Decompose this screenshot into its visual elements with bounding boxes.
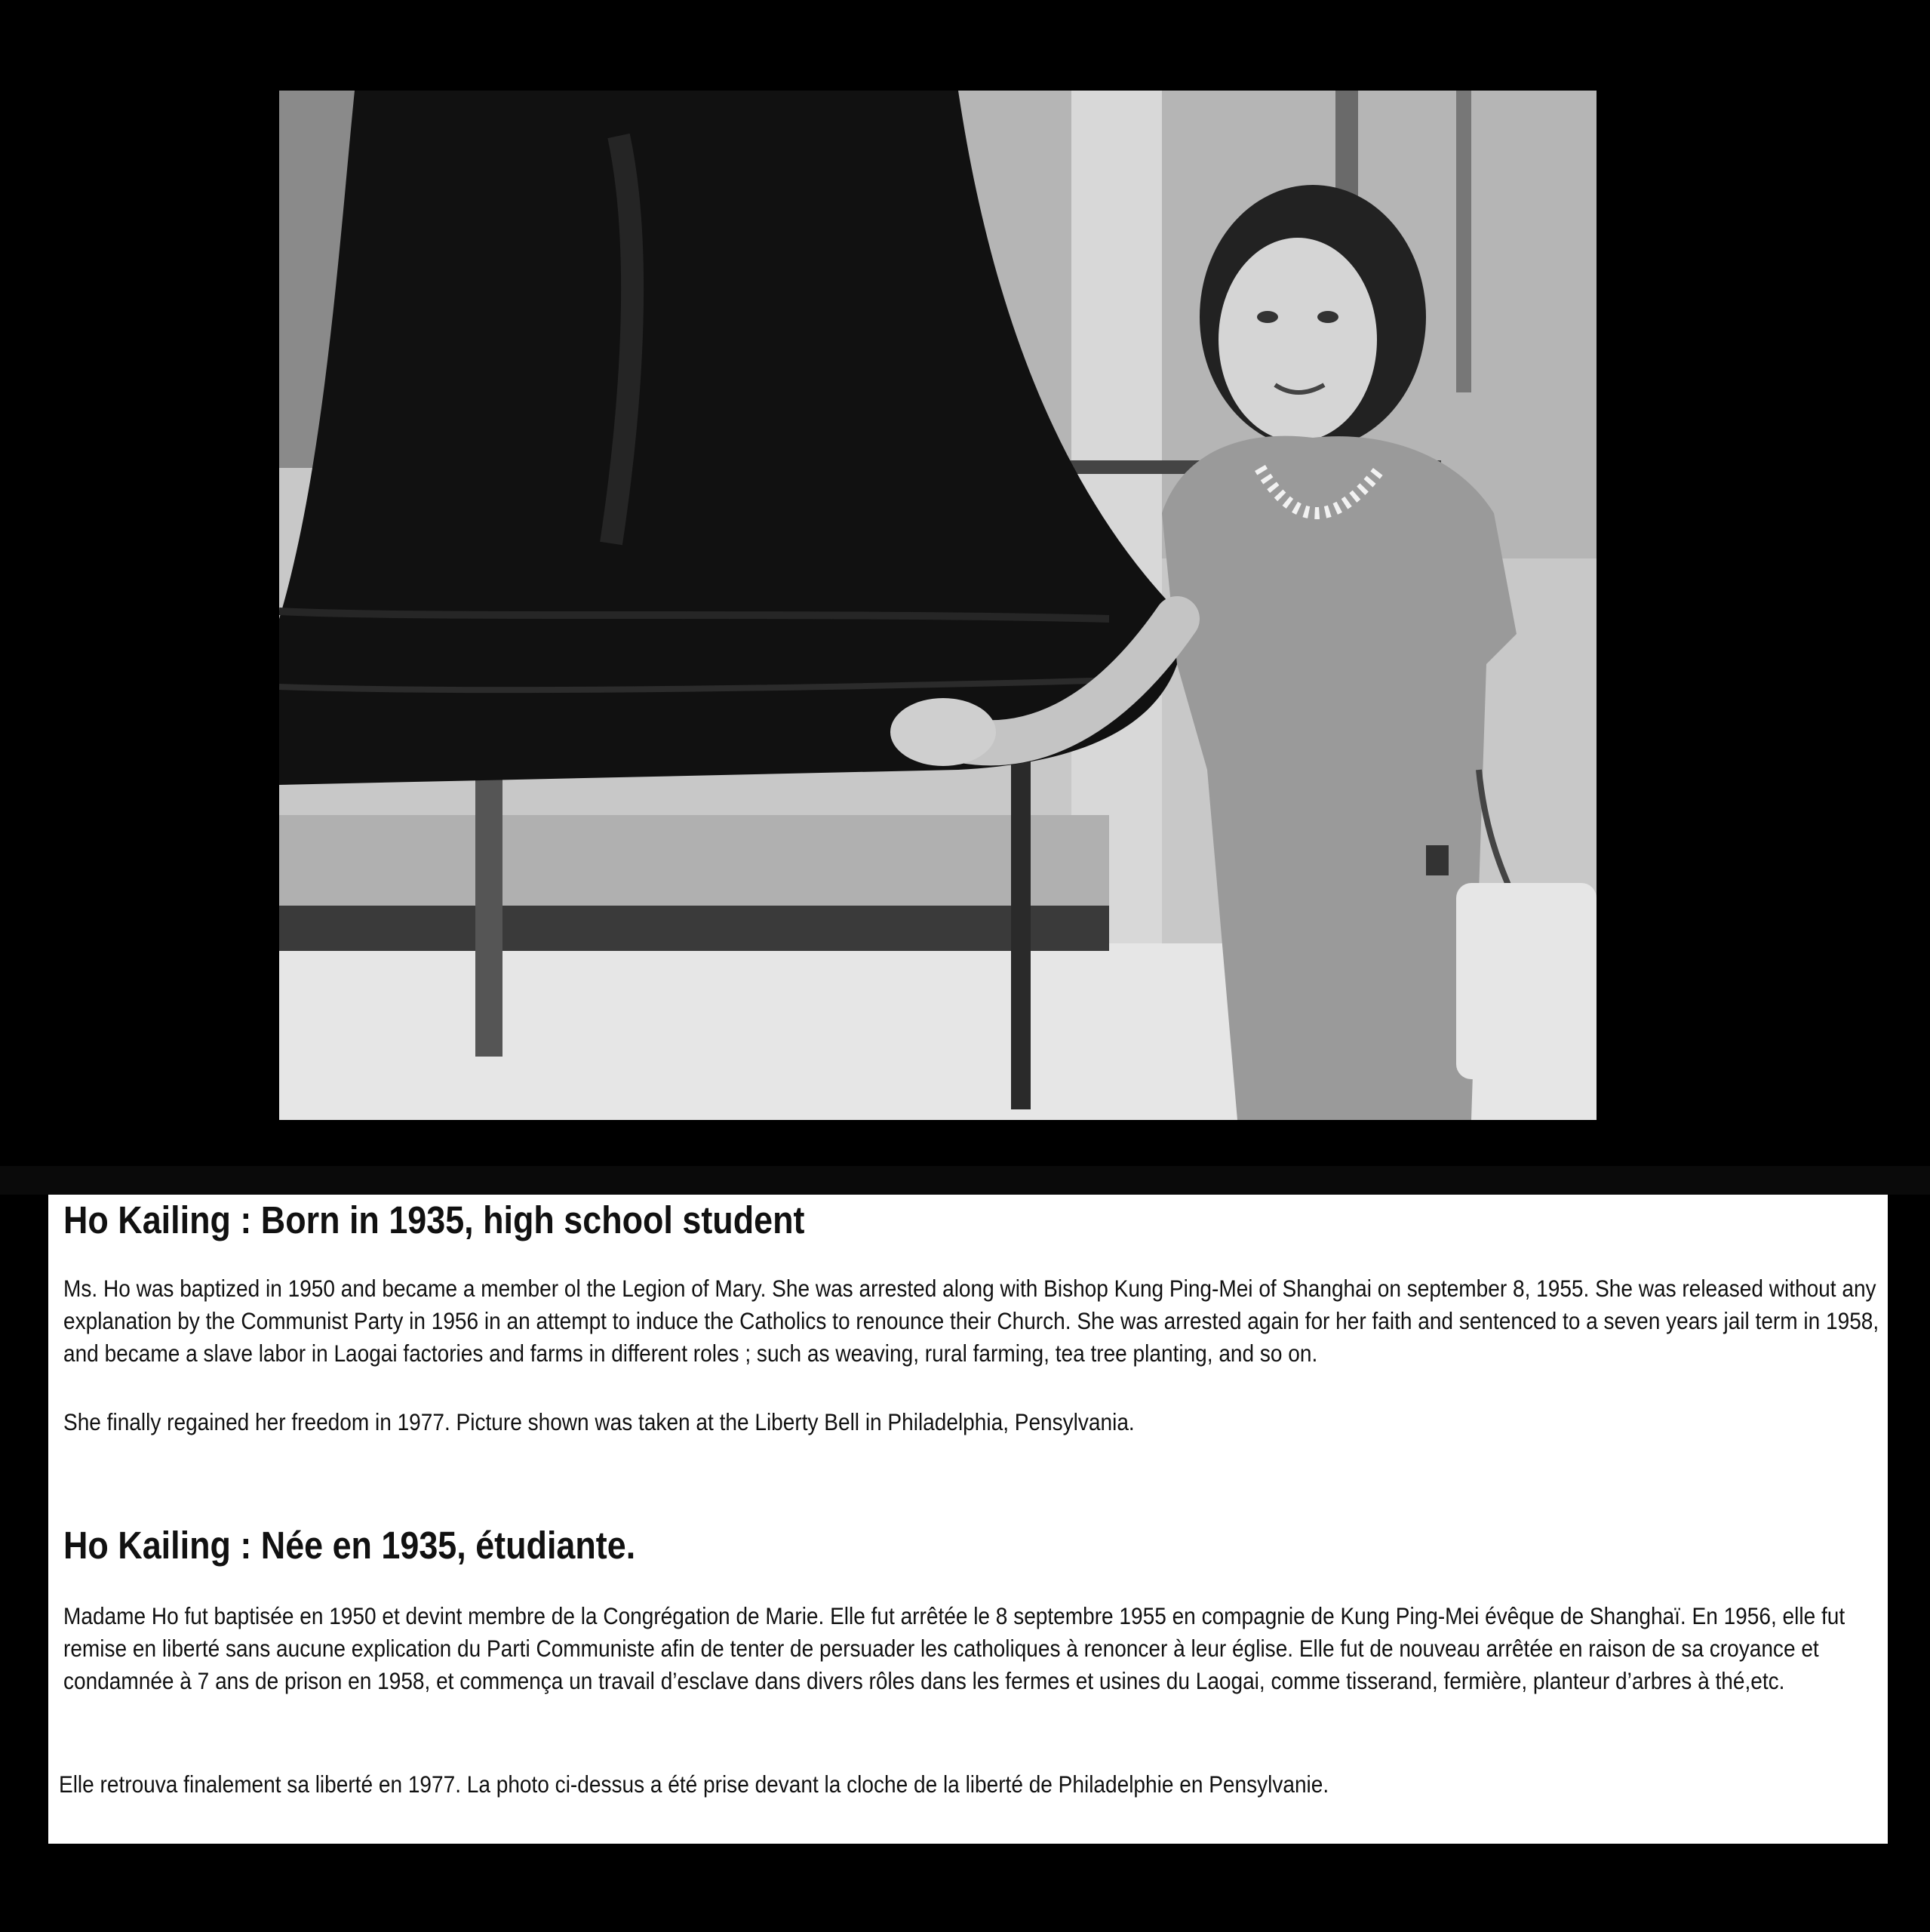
- french-paragraph-2: Elle retrouva finalement sa liberté en 1977. La photo ci-dessus a été prise devant la cloche de la liberté de Philadelphie en Pensylvanie.: [59, 1770, 1329, 1798]
- divider-band: [0, 1166, 1930, 1195]
- french-paragraph-1: Madame Ho fut baptisée en 1950 et devint membre de la Congrégation de Marie. Elle fut arrêtée le 8 septembre 1955 en compagnie de Kung Ping-Mei évêque de Shanghaï. En 1956, elle fut remise en liberté sans aucune explication du Parti Communiste afin de tenter de persuader les catholiques à renoncer à leur église. Elle fut de nouveau arrêtée en raison de sa croyance et condamnée à 7 ans de prison en 1958, et commença un travail d’esclave dans divers rôles dans les fermes et usines du Laogai, comme tisserand, fermière, planteur d’arbres à thé,etc.: [63, 1602, 1845, 1694]
- english-paragraph-2: She finally regained her freedom in 1977. Picture shown was taken at the Liberty Bell in Philadelphia, Pensylvania.: [63, 1408, 1135, 1435]
- english-heading: Ho Kailing : Born in 1935, high school student: [63, 1198, 805, 1241]
- liberty-bell-photo-illustration: [279, 91, 1597, 1120]
- french-heading: Ho Kailing : Née en 1935, étudiante.: [63, 1524, 636, 1567]
- historical-photo: [279, 91, 1597, 1120]
- caption-panel: [48, 1195, 1888, 1844]
- english-paragraph-1: Ms. Ho was baptized in 1950 and became a member ol the Legion of Mary. She was arrested along with Bishop Kung Ping-Mei of Shanghai on september 8, 1955. She was released without any explanation by the Communist Party in 1956 in an attempt to induce the Catholics to renounce their Church. She was arrested again for her faith and sentenced to a seven years jail term in 1958, and became a slave labor in Laogai factories and farms in different roles ; such as weaving, rural farming, tea tree planting, and so on.: [63, 1275, 1879, 1367]
